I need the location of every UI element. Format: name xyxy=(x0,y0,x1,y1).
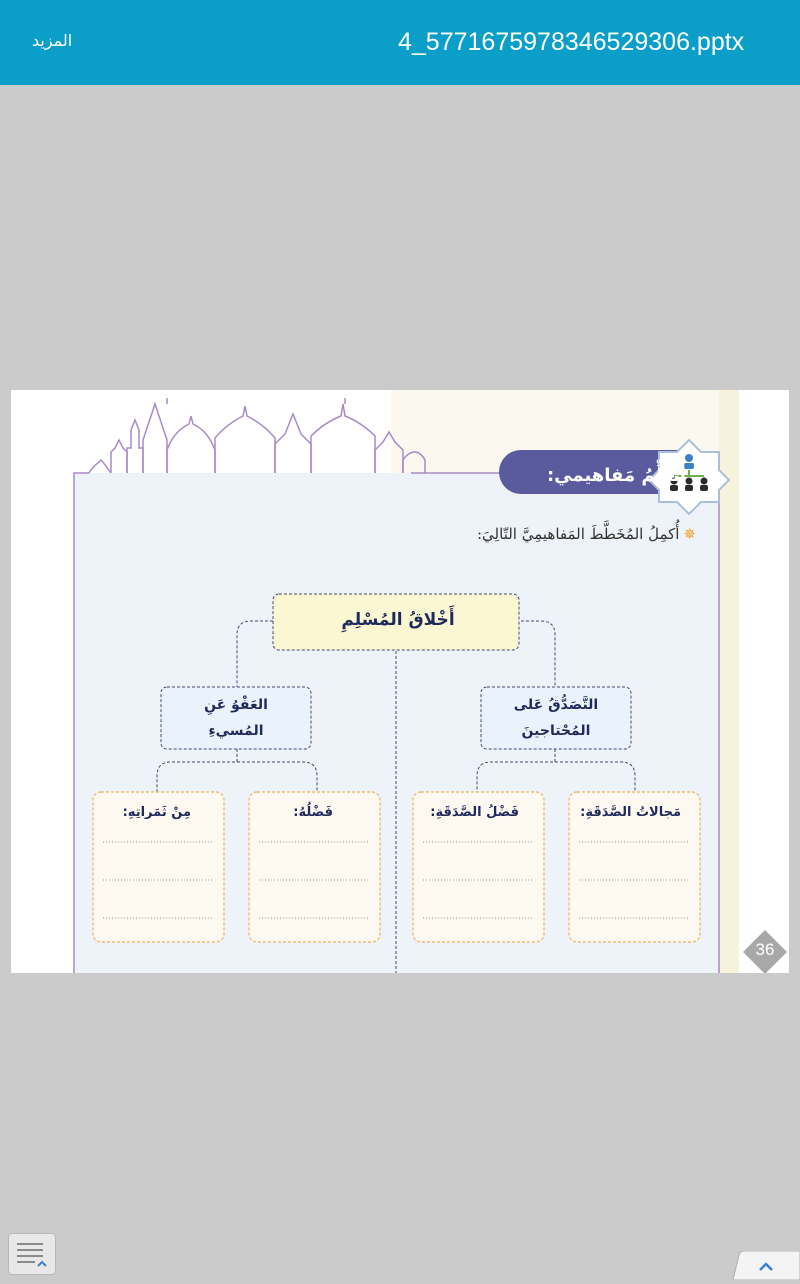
leaf-label-2: فَضْلُ الصَّدَقَةِ: xyxy=(430,805,519,820)
leaf-label-1: مَجالاتُ الصَّدَقَةِ: xyxy=(580,805,681,820)
top-app-bar xyxy=(0,0,800,85)
more-button[interactable]: المزيد xyxy=(32,31,73,50)
branch-1-line2: المُحْتاجينَ xyxy=(521,723,591,739)
branch-2-line1: العَفْوُ عَنِ xyxy=(204,697,268,713)
slide-view xyxy=(11,390,789,973)
root-node-label: أَخْلاقُ المُسْلِمِ xyxy=(341,610,455,630)
branch-2-line2: المُسيءِ xyxy=(208,723,264,739)
instruction-label: أُكمِلُ المُخَطَّطَ المَفاهيمِيَّ التّالِيَ: xyxy=(477,525,680,543)
leaf-label-3: فَضْلُهُ: xyxy=(293,805,333,820)
leaf-label-4: مِنْ ثَمَراتِهِ: xyxy=(122,805,191,820)
branch-node-1 xyxy=(481,692,631,744)
menu-button[interactable] xyxy=(8,1233,56,1275)
star-bullet-icon: ✵ xyxy=(683,525,696,543)
branch-node-2 xyxy=(161,692,311,744)
instruction-text xyxy=(451,525,696,543)
chevron-up-icon xyxy=(733,1251,800,1280)
section-title: أَنَظِّمُ مَفاهيمي: xyxy=(546,465,686,486)
mosque-outline xyxy=(89,398,425,473)
file-title: 4_5771675978346529306.pptx xyxy=(398,28,745,56)
page-number: 36 xyxy=(755,940,775,959)
scroll-up-tab[interactable] xyxy=(733,1251,800,1280)
menu-lines-icon xyxy=(9,1234,55,1274)
branch-1-line1: التَّصَدُّقُ عَلى xyxy=(513,697,599,713)
